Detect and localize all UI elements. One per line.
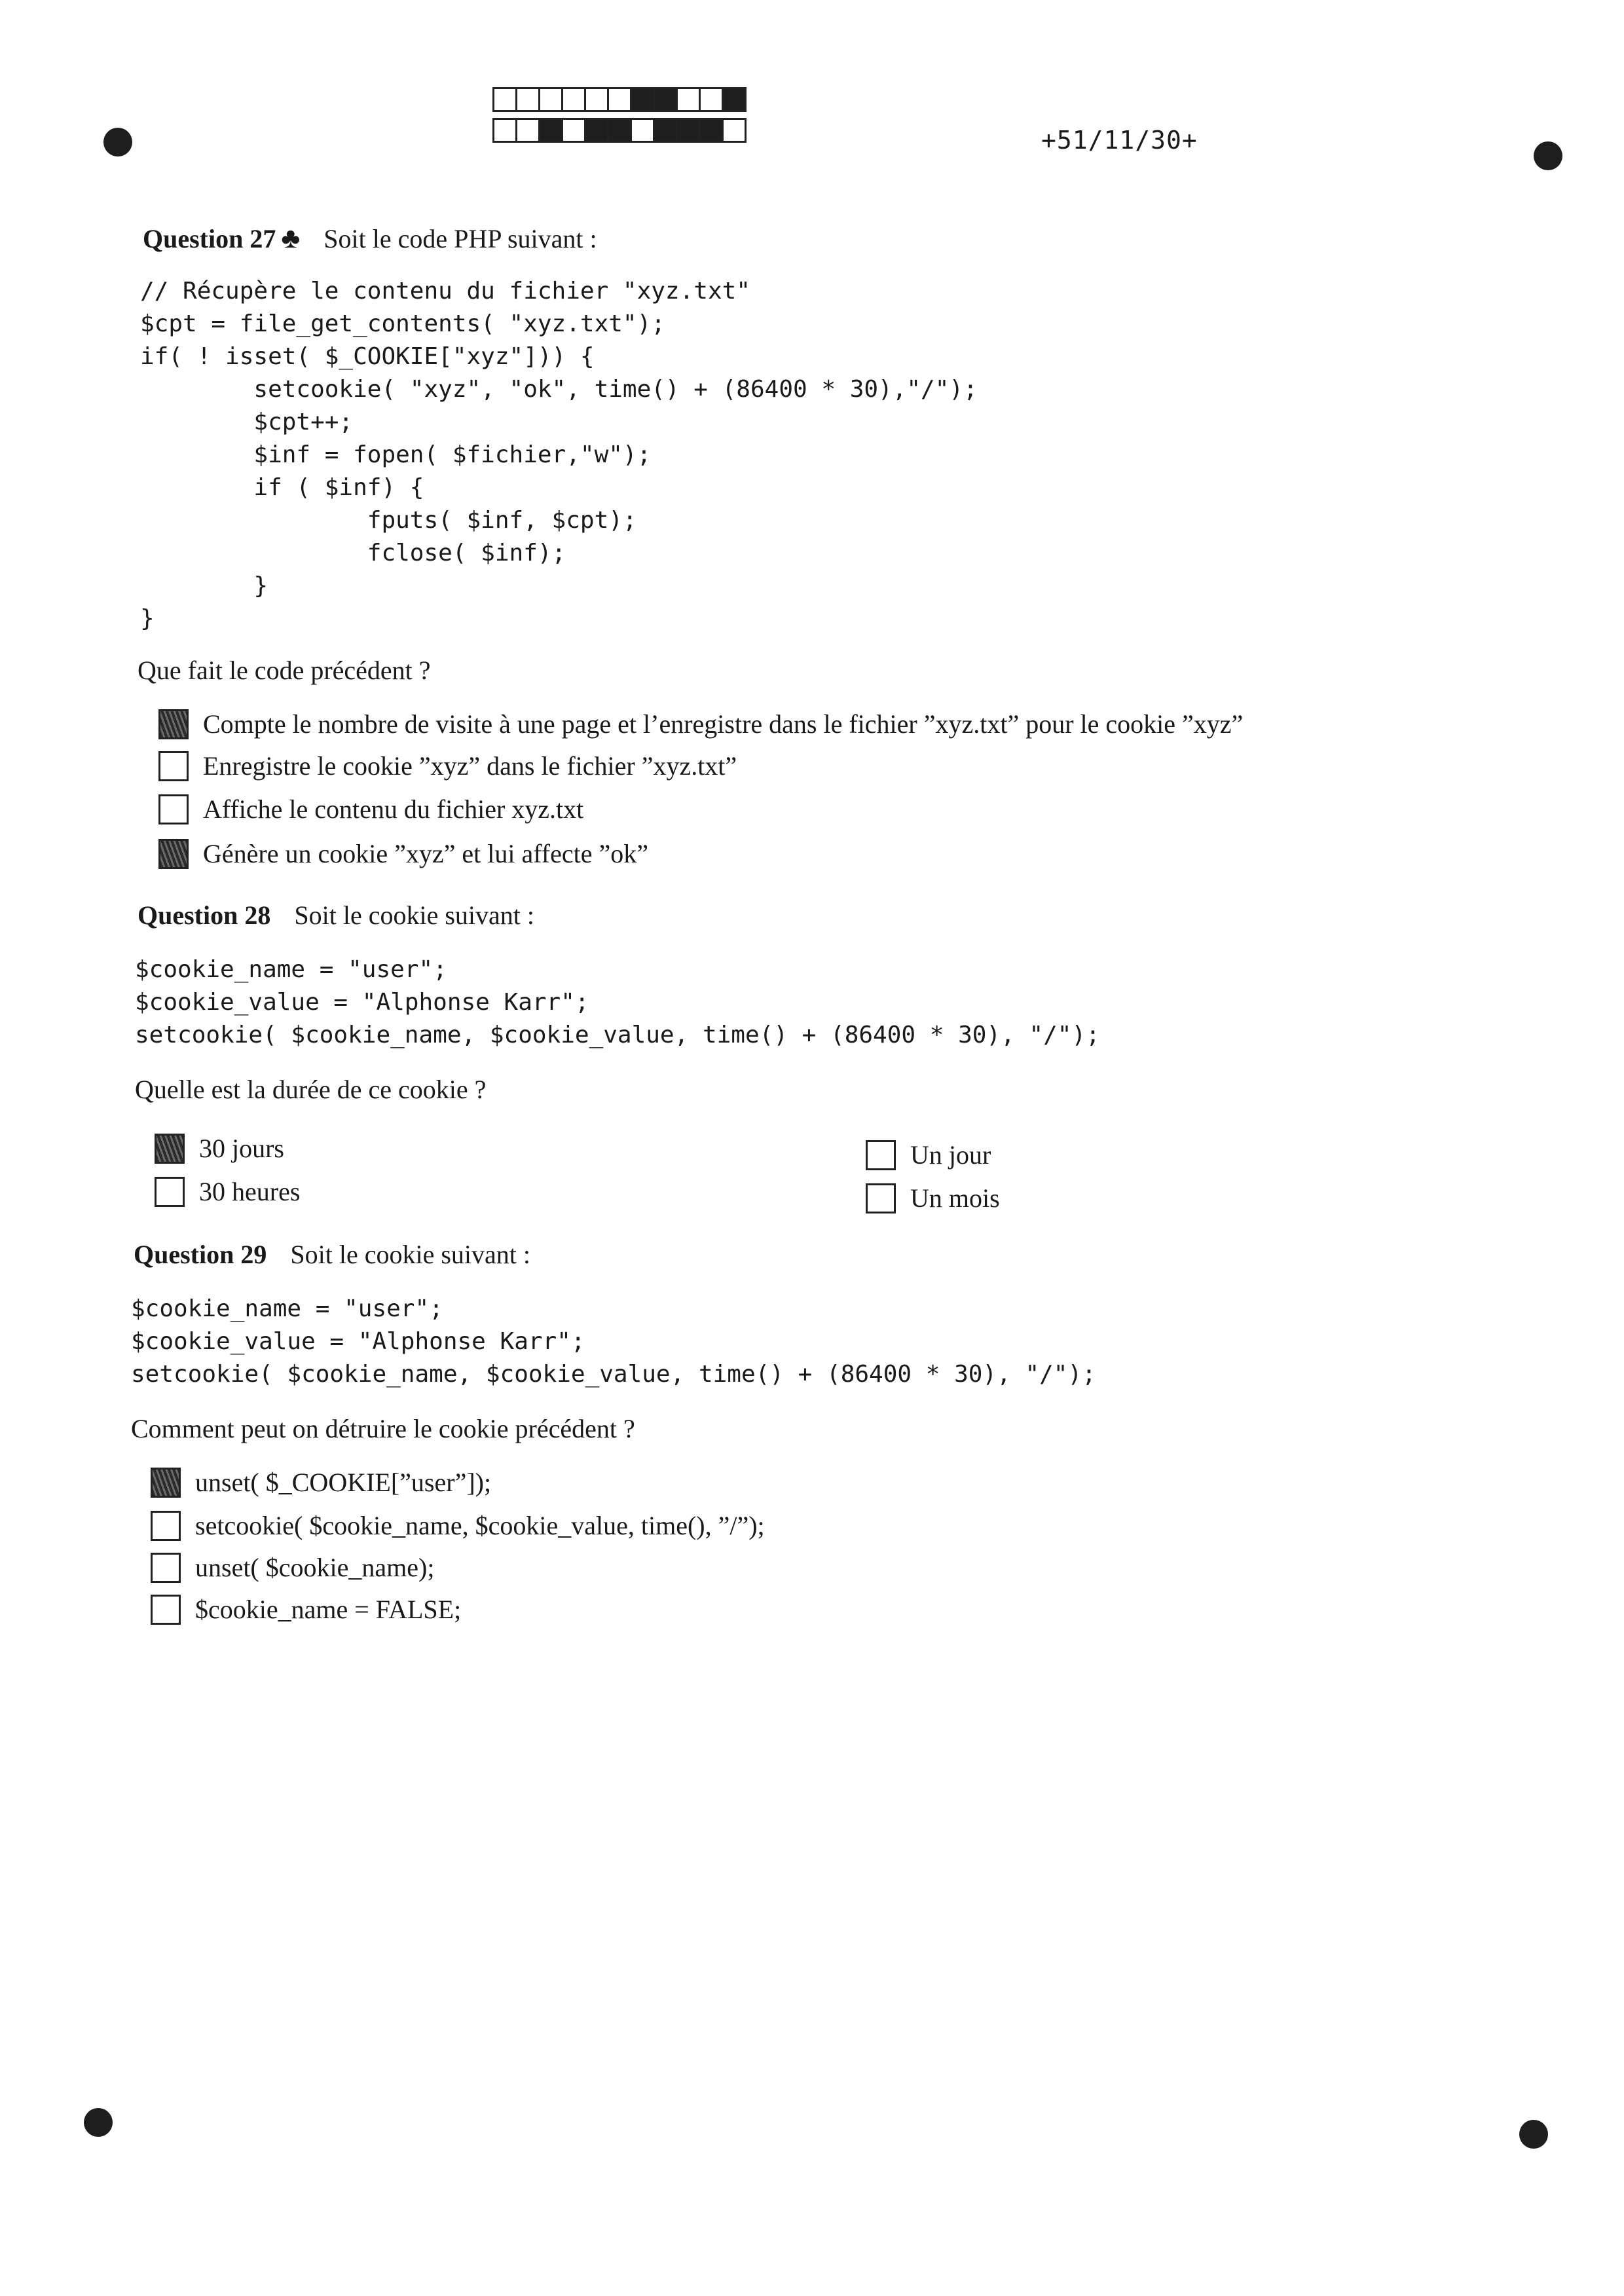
registration-mark-bottom-left — [84, 2108, 113, 2137]
answer-text: Affiche le contenu du fichier xyz.txt — [203, 794, 584, 824]
code-cell — [561, 118, 586, 143]
registration-mark-top-right — [1534, 141, 1562, 170]
club-icon: ♣ — [281, 222, 301, 254]
answer-text: Enregistre le cookie ”xyz” dans le fichier ”xyz.txt” — [203, 751, 737, 781]
checkbox[interactable] — [151, 1511, 181, 1541]
checkbox[interactable] — [158, 751, 189, 781]
q27-answer-1[interactable] — [158, 709, 1243, 739]
code-cell — [538, 118, 563, 143]
answer-text: 30 jours — [199, 1134, 284, 1163]
question-29-prompt: Comment peut on détruire le cookie précédent ? — [131, 1414, 635, 1443]
question-27-title — [143, 221, 597, 255]
code-cell — [676, 118, 701, 143]
q27-answer-4[interactable] — [158, 838, 648, 869]
q29-answer-1[interactable] — [151, 1467, 491, 1498]
q28-answer-4[interactable] — [866, 1183, 1000, 1213]
q29-answer-3[interactable] — [151, 1552, 434, 1583]
registration-mark-bottom-right — [1519, 2120, 1548, 2149]
checkbox[interactable] — [866, 1140, 896, 1170]
question-27-code: // Récupère le contenu du fichier "xyz.txt" $cpt = file_get_contents( "xyz.txt"); if( ! isset( $_COOKIE["xyz"])) { setcookie( "xyz", "ok", time() + (86400 * 30),"/"); $cpt++; $inf = fopen( $fichier,"w"); if ( $inf) { fputs( $inf, $cpt); fclose( $inf); } } — [140, 278, 978, 632]
answer-text: Compte le nombre de visite à une page et l’enregistre dans le fichier ”xyz.txt” pour le cookie ”xyz” — [203, 709, 1244, 739]
answer-text: $cookie_name = FALSE; — [195, 1595, 462, 1624]
code-cell — [492, 118, 517, 143]
q29-answer-4[interactable] — [151, 1594, 461, 1625]
code-cell — [492, 87, 517, 112]
checkbox[interactable] — [151, 1468, 181, 1498]
code-cell — [722, 118, 747, 143]
checkbox[interactable] — [151, 1595, 181, 1625]
answer-text: Génère un cookie ”xyz” et lui affecte ”ok” — [203, 839, 648, 868]
question-28-code: $cookie_name = "user"; $cookie_value = "Alphonse Karr"; setcookie( $cookie_name, $cookie_value, time() + (86400 * 30), "/"); — [135, 956, 1100, 1048]
header-code-row-2 — [492, 118, 745, 143]
code-cell — [676, 87, 701, 112]
checkbox[interactable] — [158, 794, 189, 824]
q29-answer-2[interactable] — [151, 1510, 765, 1541]
question-28-label: Question 28 — [138, 900, 271, 930]
code-cell — [515, 118, 540, 143]
code-cell — [699, 118, 724, 143]
question-28-title — [138, 900, 534, 931]
q27-answer-3[interactable] — [158, 794, 583, 824]
q28-answer-1[interactable] — [155, 1133, 284, 1164]
code-cell — [561, 87, 586, 112]
question-28-prompt: Quelle est la durée de ce cookie ? — [135, 1075, 487, 1104]
code-cell — [607, 118, 632, 143]
answer-text: Un jour — [910, 1140, 991, 1170]
question-27-intro: Soit le code PHP suivant : — [323, 224, 597, 253]
question-28-intro: Soit le cookie suivant : — [294, 900, 534, 930]
q27-answer-2[interactable] — [158, 750, 737, 781]
question-29-intro: Soit le cookie suivant : — [290, 1240, 530, 1269]
code-cell — [607, 87, 632, 112]
page-id: +51/11/30+ — [1041, 126, 1198, 155]
code-cell — [653, 118, 678, 143]
question-29-label: Question 29 — [134, 1240, 267, 1269]
answer-text: unset( $_COOKIE[”user”]); — [195, 1468, 492, 1497]
checkbox[interactable] — [866, 1183, 896, 1213]
answer-text: 30 heures — [199, 1177, 301, 1206]
question-27-label: Question 27 — [143, 224, 276, 253]
code-cell — [584, 87, 609, 112]
code-cell — [630, 87, 655, 112]
answer-text: Un mois — [910, 1183, 1000, 1213]
q28-answer-2[interactable] — [155, 1176, 300, 1207]
code-cell — [515, 87, 540, 112]
checkbox[interactable] — [158, 709, 189, 739]
header-code-row-1 — [492, 87, 745, 112]
registration-mark-top-left — [103, 128, 132, 157]
code-cell — [722, 87, 747, 112]
checkbox[interactable] — [151, 1553, 181, 1583]
question-27-prompt: Que fait le code précédent ? — [138, 656, 431, 685]
code-cell — [630, 118, 655, 143]
answer-text: unset( $cookie_name); — [195, 1553, 435, 1582]
question-29-title — [134, 1239, 530, 1270]
checkbox[interactable] — [155, 1134, 185, 1164]
code-cell — [699, 87, 724, 112]
q28-answer-3[interactable] — [866, 1139, 991, 1170]
checkbox[interactable] — [155, 1177, 185, 1207]
question-29-code: $cookie_name = "user"; $cookie_value = "Alphonse Karr"; setcookie( $cookie_name, $cookie_value, time() + (86400 * 30), "/"); — [131, 1295, 1096, 1388]
checkbox[interactable] — [158, 839, 189, 869]
code-cell — [653, 87, 678, 112]
code-cell — [584, 118, 609, 143]
code-cell — [538, 87, 563, 112]
answer-text: setcookie( $cookie_name, $cookie_value, time(), ”/”); — [195, 1511, 765, 1540]
